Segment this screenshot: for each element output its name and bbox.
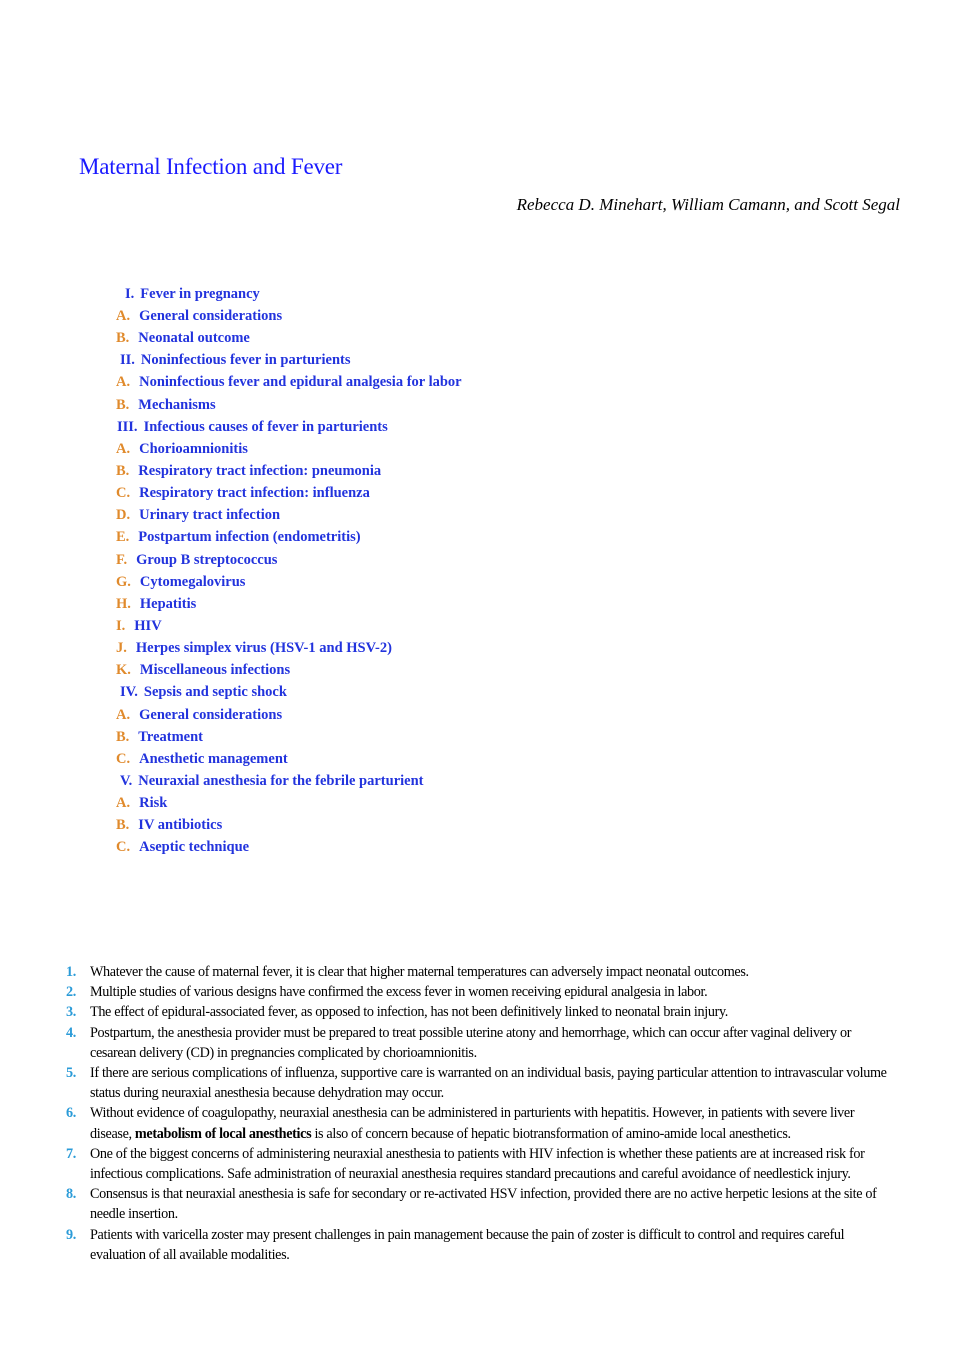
outline-subsection[interactable] — [116, 640, 392, 657]
outline-subsection[interactable] — [116, 817, 222, 834]
outline-subsection[interactable] — [116, 529, 361, 546]
key-point — [66, 1063, 896, 1103]
key-point-text: Without evidence of coagulopathy, neuraxial anesthesia can be administered in parturients with hepatitis. However, in patients with severe liver disease, — [90, 1105, 855, 1142]
outline-number: III. — [117, 419, 138, 435]
outline-letter: I. — [116, 618, 126, 634]
outline-number: V. — [120, 773, 133, 789]
outline-letter: J. — [116, 640, 127, 656]
outline-letter: K. — [116, 662, 131, 678]
outline-label: Noninfectious fever and epidural analgesia for labor — [139, 374, 462, 390]
outline-section[interactable] — [125, 286, 260, 303]
outline-label: Fever in pregnancy — [140, 286, 260, 302]
outline-label: Respiratory tract infection: influenza — [139, 485, 370, 501]
key-point-number: 8. — [66, 1186, 76, 1203]
key-point — [66, 1225, 896, 1265]
key-point-number: 4. — [66, 1024, 76, 1041]
key-point-text: If there are serious complications of influenza, supportive care is warranted on an individual basis, paying particular attention to intravascular volume status during neuraxial anesthesia because dehydration may occur. — [90, 1065, 887, 1102]
outline-subsection[interactable] — [116, 618, 162, 635]
key-point-text: One of the biggest concerns of administering neuraxial anesthesia to patients with HIV infection is whether these patients are at increased risk for infectious complications. Safe administration of neuraxial anesthesia requires standard precautions and careful avoidance of needlestick injury. — [90, 1145, 865, 1183]
key-point-text: Multiple studies of various designs have confirmed the excess fever in women receiving epidural analgesia in labor. — [90, 984, 708, 1001]
chapter-authors: Rebecca D. Minehart, William Camann, and Scott Segal — [516, 195, 900, 214]
outline-label: Risk — [139, 795, 168, 811]
outline-subsection[interactable] — [116, 552, 277, 569]
outline-section[interactable] — [120, 773, 424, 790]
outline-section[interactable] — [120, 352, 351, 369]
outline-label: Hepatitis — [139, 596, 197, 612]
outline-section[interactable] — [117, 419, 388, 436]
outline-subsection[interactable] — [116, 596, 196, 613]
key-point-number: 7. — [66, 1145, 76, 1162]
outline-label: Chorioamnionitis — [139, 441, 248, 457]
outline-subsection[interactable] — [116, 441, 248, 458]
outline-label: Postpartum infection (endometritis) — [138, 529, 361, 545]
outline-label: Miscellaneous infections — [139, 662, 291, 678]
key-point — [66, 962, 896, 982]
outline-label: Respiratory tract infection: pneumonia — [138, 463, 382, 479]
outline-label: HIV — [134, 618, 162, 634]
key-point-text: Patients with varicella zoster may present challenges in pain management because the pain of zoster is difficult to control and requires careful evaluation of all available modalities. — [90, 1226, 845, 1263]
outline-label: Herpes simplex virus (HSV-1 and HSV-2) — [135, 640, 392, 656]
key-point-emphasis: metabolism of local anesthetics — [134, 1125, 312, 1142]
outline-subsection[interactable] — [116, 485, 370, 502]
outline-label: Infectious causes of fever in parturients — [143, 419, 388, 435]
outline-label: Noninfectious fever in parturients — [140, 352, 351, 368]
outline-subsection[interactable] — [116, 330, 250, 347]
outline-label: Aseptic technique — [139, 839, 250, 855]
outline-label: Mechanisms — [138, 397, 216, 413]
outline-letter: H. — [116, 596, 131, 612]
outline-subsection[interactable] — [116, 839, 249, 856]
key-point-number: 3. — [66, 1004, 76, 1021]
key-point-text: Consensus is that neuraxial anesthesia is safe for secondary or re-activated HSV infection, provided there are no active herpetic lesions at the site of needle insertion. — [90, 1186, 877, 1223]
key-point — [66, 1002, 896, 1022]
outline-number: IV. — [120, 684, 138, 700]
outline-letter: C. — [116, 485, 131, 501]
outline-subsection[interactable] — [116, 795, 167, 812]
outline-letter: C. — [116, 839, 131, 855]
outline-letter: B. — [116, 397, 130, 413]
outline-label: Group B streptococcus — [136, 552, 278, 568]
key-point — [66, 982, 896, 1002]
key-point-number: 9. — [66, 1226, 76, 1243]
outline-section[interactable] — [120, 684, 287, 701]
outline-letter: C. — [116, 751, 131, 767]
outline-letter: G. — [116, 574, 131, 590]
outline-label: Urinary tract infection — [139, 507, 281, 523]
outline-letter: D. — [116, 507, 131, 523]
outline-letter: A. — [116, 374, 131, 390]
key-point — [66, 1184, 896, 1224]
outline-label: Anesthetic management — [139, 751, 288, 767]
outline-subsection[interactable] — [116, 374, 462, 391]
key-point-number: 1. — [66, 964, 76, 980]
outline-letter: B. — [116, 330, 130, 346]
outline-subsection[interactable] — [116, 308, 282, 325]
outline-letter: B. — [116, 817, 130, 833]
outline-letter: A. — [116, 707, 131, 723]
outline-label: General considerations — [139, 308, 283, 324]
outline-label: Cytomegalovirus — [139, 574, 246, 590]
key-points-list — [66, 962, 896, 1265]
outline-letter: A. — [116, 441, 131, 457]
outline-letter: E. — [116, 529, 130, 545]
outline-label: Neuraxial anesthesia for the febrile parturient — [138, 773, 424, 789]
key-point — [66, 1023, 896, 1063]
outline-subsection[interactable] — [116, 574, 245, 591]
outline-subsection[interactable] — [116, 662, 290, 679]
key-point — [66, 1103, 896, 1143]
outline-label: General considerations — [139, 707, 283, 723]
outline-subsection[interactable] — [116, 463, 381, 480]
outline-subsection[interactable] — [116, 707, 282, 724]
outline-letter: F. — [116, 552, 128, 568]
key-point-text: Whatever the cause of maternal fever, it is clear that higher maternal temperatures can adversely impact neonatal outcomes. — [90, 964, 749, 980]
outline-subsection[interactable] — [116, 397, 216, 414]
outline-letter: A. — [116, 795, 131, 811]
key-point-number: 2. — [66, 984, 76, 1001]
outline-subsection[interactable] — [116, 751, 288, 768]
outline-number: I. — [125, 286, 135, 302]
outline-label: Treatment — [138, 729, 203, 745]
key-point-text: Postpartum, the anesthesia provider must be prepared to treat possible uterine atony and hemorrhage, which can occur after vaginal delivery or cesarean delivery (CD) in pregnancies complicated by chorioamnionitis. — [90, 1024, 852, 1061]
outline-number: II. — [120, 352, 135, 368]
key-point-number: 6. — [66, 1105, 76, 1122]
chapter-title: Maternal Infection and Fever — [79, 154, 343, 179]
outline-subsection[interactable] — [116, 507, 280, 524]
key-point-text: is also of concern because of hepatic biotransformation of amino-amide local anesthetics. — [311, 1125, 791, 1142]
outline-letter: A. — [116, 308, 131, 324]
key-point — [66, 1144, 896, 1184]
outline-label: Neonatal outcome — [138, 330, 250, 346]
outline-letter: B. — [116, 729, 130, 745]
outline-label: Sepsis and septic shock — [143, 684, 287, 700]
outline-letter: B. — [116, 463, 130, 479]
outline-subsection[interactable] — [116, 729, 203, 746]
outline-label: IV antibiotics — [138, 817, 223, 833]
key-point-number: 5. — [66, 1065, 76, 1082]
key-point-text: The effect of epidural-associated fever, as opposed to infection, has not been definitively linked to neonatal brain injury. — [90, 1004, 728, 1021]
